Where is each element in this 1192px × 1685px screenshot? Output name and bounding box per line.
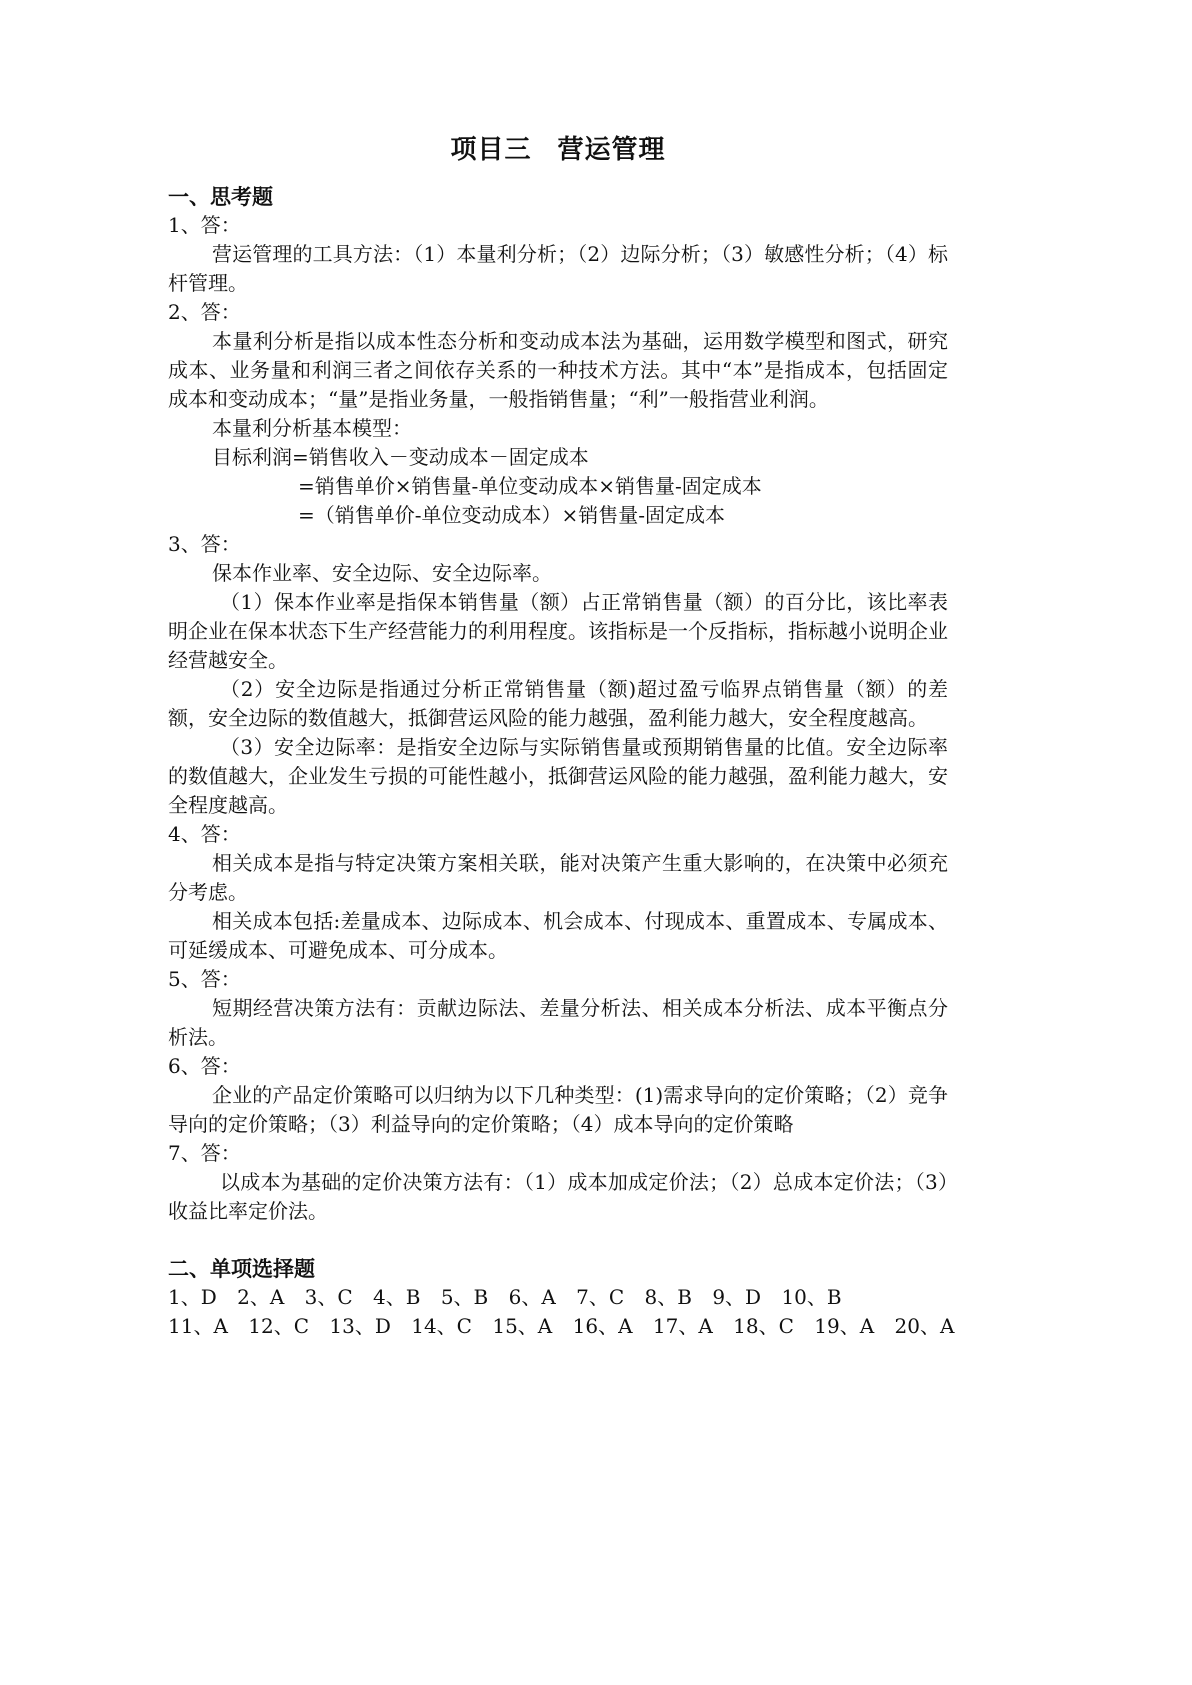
q7-label: 7、答：: [168, 1141, 241, 1165]
answer-item: 5、B: [440, 1285, 489, 1309]
section1-heading: 一、思考题: [168, 184, 273, 209]
q3-answer-item2: （2）安全边际是指通过分析正常销售量（额)超过盈亏临界点销售量（额）的差额，安全边际的数值越大，抵御营运风险的能力越强，盈利能力越大，安全程度越高。: [168, 677, 948, 730]
q3-answer-item1: （1）保本作业率是指保本销售量（额）占正常销售量（额）的百分比，该比率表明企业在保本状态下生产经营能力的利用程度。该指标是一个反指标，指标越小说明企业经营越安全。: [168, 590, 948, 672]
answer-item: 8、B: [644, 1285, 692, 1309]
q1-answer: 营运管理的工具方法：（1）本量利分析；（2）边际分析；（3）敏感性分析；（4）标杆管理。: [168, 242, 948, 295]
answer-item: 19、A: [814, 1314, 875, 1338]
answer-item: 7、C: [576, 1285, 625, 1309]
answer-item: 2、A: [237, 1285, 285, 1309]
answer-item: 4、B: [373, 1285, 421, 1309]
answer-item: 16、A: [572, 1314, 633, 1338]
q2-formula-line2: =销售单价×销售量-单位变动成本×销售量-固定成本: [298, 474, 762, 498]
answer-item: 14、C: [411, 1314, 472, 1338]
document-page: [168, 128, 955, 1341]
answer-item: 9、D: [712, 1285, 762, 1309]
q6-label: 6、答：: [168, 1054, 241, 1078]
q4-label: 4、答：: [168, 822, 241, 846]
answer-item: 17、A: [652, 1314, 713, 1338]
answer-item: 12、C: [248, 1314, 310, 1338]
answer-item: 3、C: [304, 1285, 353, 1309]
section2-heading: 二、单项选择题: [168, 1256, 315, 1281]
answer-item: 20、A: [894, 1314, 955, 1338]
q3-label: 3、答：: [168, 532, 241, 556]
q3-answer-summary: 保本作业率、安全边际、安全边际率。: [212, 561, 552, 585]
q5-answer: 短期经营决策方法有：贡献边际法、差量分析法、相关成本分析法、成本平衡点分析法。: [168, 996, 948, 1049]
q5-label: 5、答：: [168, 967, 241, 991]
answer-item: 1、D: [168, 1285, 217, 1309]
answer-item: 18、C: [733, 1314, 794, 1338]
answer-key-row2: [168, 1312, 955, 1341]
q3-answer-item3: （3）安全边际率：是指安全边际与实际销售量或预期销售量的比值。安全边际率的数值越大，企业发生亏损的可能性越小，抵御营运风险的能力越强，盈利能力越大，安全程度越高。: [168, 735, 948, 817]
title-part2: 营运管理: [557, 135, 666, 165]
q6-answer: 企业的产品定价策略可以归纳为以下几种类型：(1)需求导向的定价策略；（2）竞争导向的定价策略；（3）利益导向的定价策略；（4）成本导向的定价策略: [168, 1083, 948, 1136]
q4-answer-types: 相关成本包括:差量成本、边际成本、机会成本、付现成本、重置成本、专属成本、可延缓成本、可避免成本、可分成本。: [168, 909, 948, 962]
q4-answer-definition: 相关成本是指与特定决策方案相关联，能对决策产生重大影响的，在决策中必须充分考虑。: [168, 851, 948, 904]
q1-label: 1、答：: [168, 213, 241, 237]
answer-key-row1: [168, 1283, 948, 1312]
q2-label: 2、答：: [168, 300, 241, 324]
answer-item: 10、B: [781, 1285, 842, 1309]
answer-item: 15、A: [492, 1314, 553, 1338]
q2-answer-definition: 本量利分析是指以成本性态分析和变动成本法为基础，运用数学模型和图式，研究成本、业务量和利润三者之间依存关系的一种技术方法。其中“本”是指成本，包括固定成本和变动成本；“量”是指业务量，一般指销售量；“利”一般指营业利润。: [168, 329, 948, 411]
answer-item: 6、A: [508, 1285, 556, 1309]
q2-formula-line1: 目标利润=销售收入－变动成本－固定成本: [212, 445, 589, 469]
q2-formula-line3: =（销售单价-单位变动成本）×销售量-固定成本: [298, 503, 726, 527]
q7-answer: 以成本为基础的定价决策方法有：（1）成本加成定价法；（2）总成本定价法；（3）收益比率定价法。: [168, 1170, 948, 1223]
answer-item: 11、A: [168, 1314, 228, 1338]
title-part1: 项目三: [450, 135, 532, 165]
page-title: [168, 128, 948, 172]
answer-item: 13、D: [329, 1314, 391, 1338]
q2-answer-model-intro: 本量利分析基本模型：: [212, 416, 412, 440]
